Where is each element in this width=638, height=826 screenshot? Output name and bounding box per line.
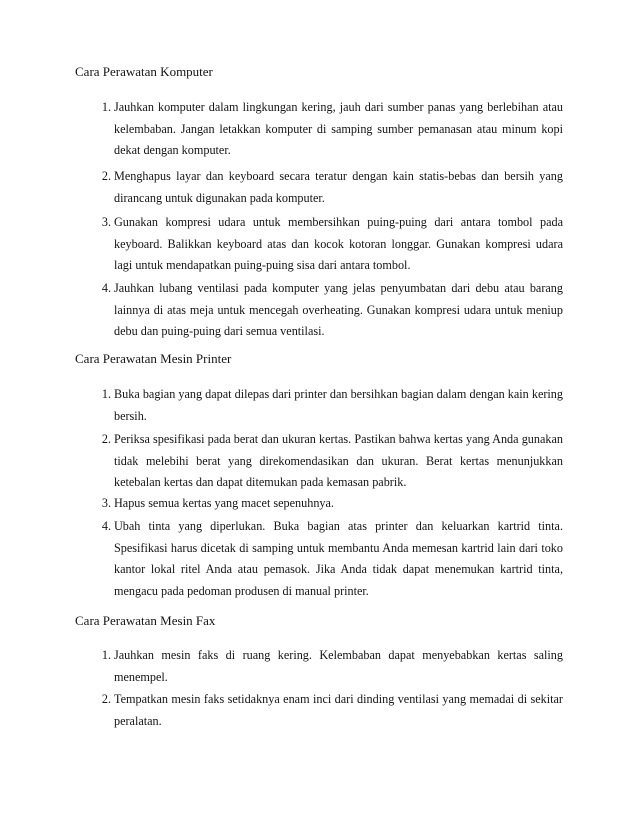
list-item: [93, 516, 563, 602]
list-item-text: Jauhkan lubang ventilasi pada komputer yang jelas penyumbatan dari debu atau barang lainnya di atas meja untuk mencegah overheating. Gunakan kompresi udara untuk meniup debu dan puing-puing dari semua ventilasi.: [114, 281, 563, 338]
list-item: [93, 278, 563, 343]
list-number: 1.: [101, 387, 111, 401]
list-number: 3.: [101, 215, 111, 229]
section-title-komputer: Cara Perawatan Komputer: [75, 64, 213, 79]
list-item-text: Periksa spesifikasi pada berat dan ukuran kertas. Pastikan bahwa kertas yang Anda gunakan tidak melebihi berat yang direkomendasikan dan ukuran. Berat kertas menunjukkan ketebalan kertas dan dapat ditemukan pada kemasan pabrik.: [114, 432, 563, 489]
section-title-fax: Cara Perawatan Mesin Fax: [75, 613, 216, 628]
list-number: 2.: [101, 169, 111, 183]
list-item-text: Tempatkan mesin faks setidaknya enam inci dari dinding ventilasi yang memadai di sekitar peralatan.: [114, 692, 563, 728]
list-item: [93, 97, 563, 162]
section-title-printer: Cara Perawatan Mesin Printer: [75, 351, 232, 366]
list-number: 1.: [101, 648, 111, 662]
list-item-text: Buka bagian yang dapat dilepas dari printer dan bersihkan bagian dalam dengan kain kering bersih.: [114, 387, 563, 423]
list-item-text: Menghapus layar dan keyboard secara teratur dengan kain statis-bebas dan bersih yang dirancang untuk digunakan pada komputer.: [114, 169, 563, 205]
list-number: 4.: [101, 519, 111, 533]
list-item-text: Jauhkan mesin faks di ruang kering. Kelembaban dapat menyebabkan kertas saling menempel.: [114, 648, 563, 684]
list-number: 4.: [101, 281, 111, 295]
list-number: 3.: [101, 496, 111, 510]
list-item-text: Gunakan kompresi udara untuk membersihkan puing-puing dari antara tombol pada keyboard. Balikkan keyboard atas dan kocok kotoran longgar. Gunakan kompresi udara lagi untuk mendapatkan puing-puing sisa dari antara tombol.: [114, 215, 563, 272]
list-item: [93, 384, 563, 427]
list-item: [93, 493, 563, 515]
list-number: 2.: [101, 432, 111, 446]
list-number: 2.: [101, 692, 111, 706]
list-item-text: Jauhkan komputer dalam lingkungan kering, jauh dari sumber panas yang berlebihan atau kelembaban. Jangan letakkan komputer di samping sumber pemanasan atau minum kopi dekat dengan komputer.: [114, 100, 563, 157]
list-item-text: Ubah tinta yang diperlukan. Buka bagian atas printer dan keluarkan kartrid tinta. Spesifikasi harus dicetak di samping untuk membantu Anda memesan kartrid lain dari toko kantor lokal ritel Anda atau pemasok. Jika Anda tidak dapat menemukan kartrid tinta, mengacu pada pedoman produsen di manual printer.: [114, 519, 563, 598]
list-item: [93, 689, 563, 732]
list-item: [93, 166, 563, 209]
list-item-text: Hapus semua kertas yang macet sepenuhnya.: [114, 496, 334, 510]
list-item: [93, 429, 563, 494]
list-item: [93, 212, 563, 277]
list-number: 1.: [101, 100, 111, 114]
list-item: [93, 645, 563, 688]
